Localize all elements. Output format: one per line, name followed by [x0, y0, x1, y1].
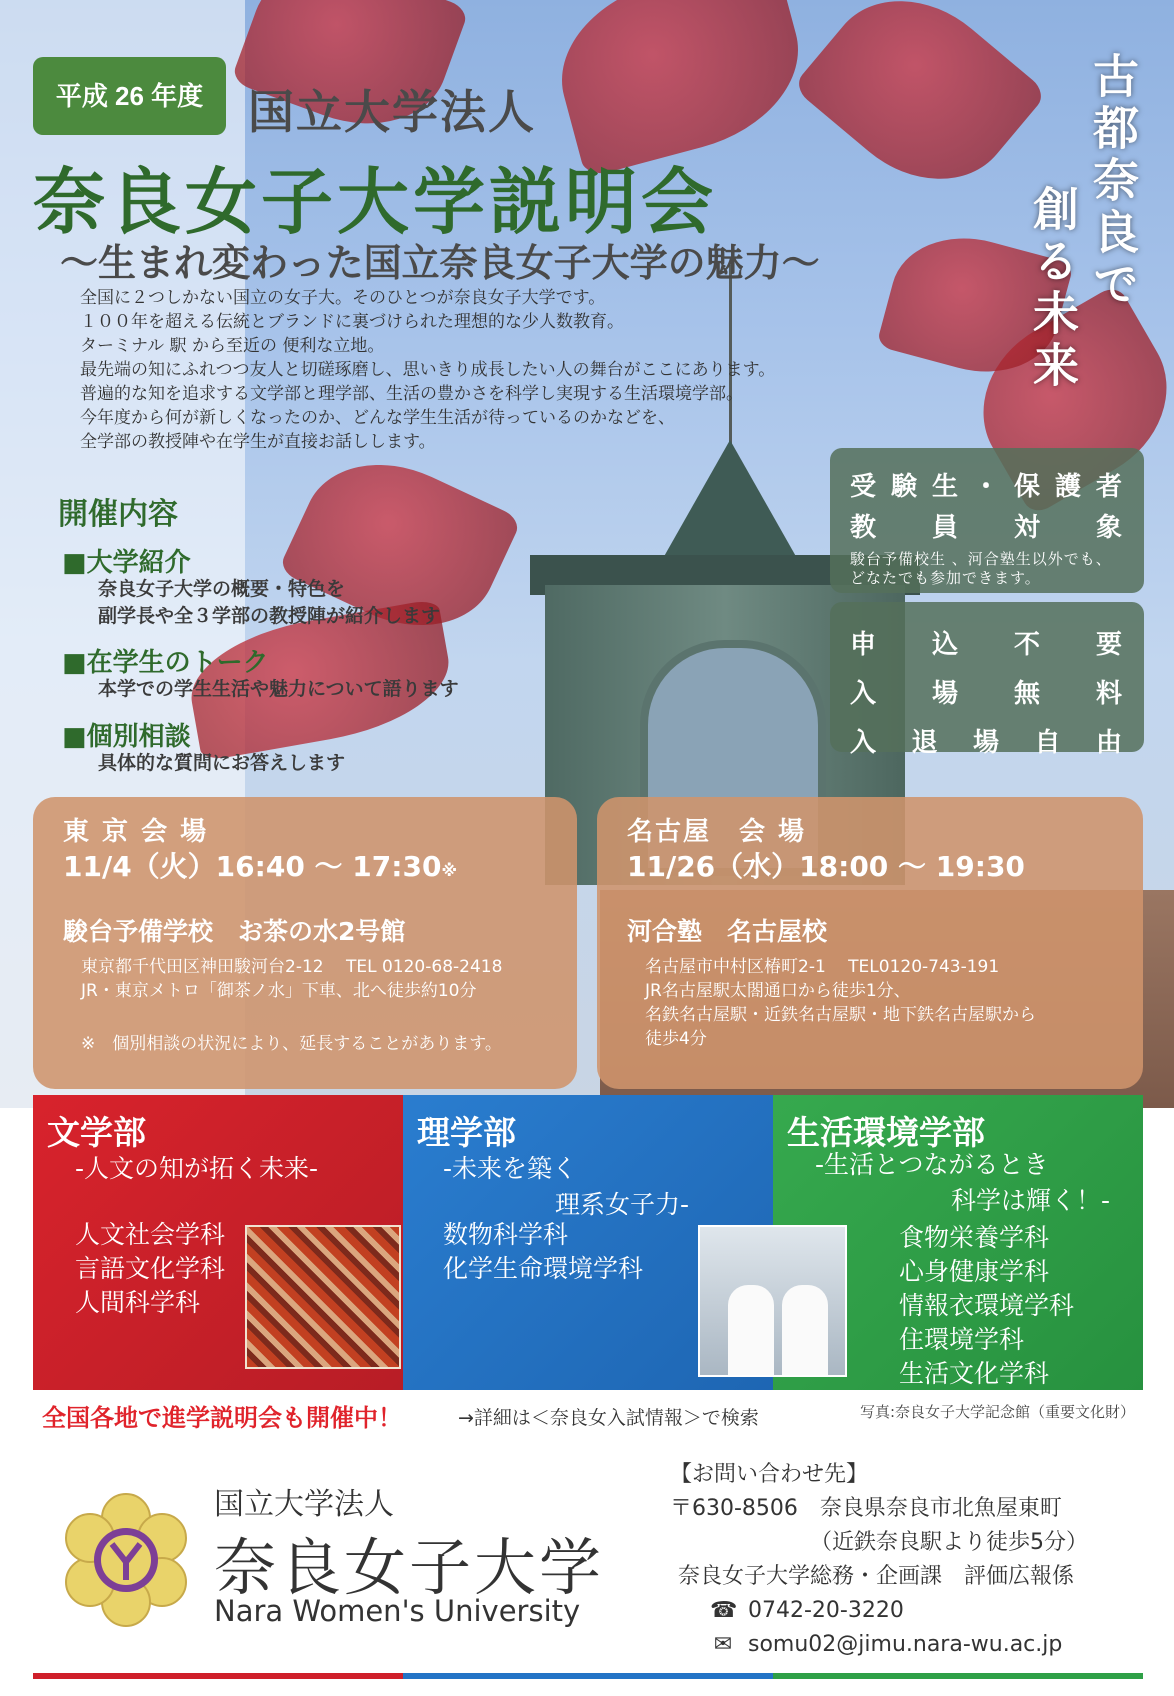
venue-heading: 名古屋 会 場 — [627, 817, 807, 847]
item-title: ■個別相談 — [62, 722, 191, 752]
department-item: 人文社会学科 — [75, 1220, 226, 1249]
faculty-name: 理学部 — [417, 1113, 516, 1152]
target-note: 駿台予備校生 、河合塾生以外でも、 — [850, 550, 1112, 568]
address-line: JR名古屋駅太閤通口から徒歩1分、 — [645, 981, 911, 1001]
page-subtitle: 〜生まれ変わった国立奈良女子大学の魅力〜 — [60, 241, 820, 285]
faculty-tagline: -未来を築く — [443, 1154, 578, 1183]
lab-students-photo — [698, 1225, 847, 1377]
faculty-name: 文学部 — [47, 1113, 146, 1152]
department-list — [443, 1218, 643, 1286]
slogan-column-2: 創る未来 — [1026, 185, 1080, 393]
year-badge: 平成 26 年度 — [33, 57, 226, 135]
phone-number: 0742-20-3220 — [748, 1598, 904, 1623]
page-title: 奈良女子大学説明会 — [33, 160, 718, 244]
target-line: 教員対象 — [850, 513, 1124, 543]
faculty-tagline: 理系女子力- — [555, 1190, 690, 1219]
university-name-en: Nara Women's University — [214, 1594, 581, 1628]
nationwide-notice: 全国各地で進学説明会も開催中！ — [42, 1404, 402, 1432]
email-address[interactable]: somu02@jimu.nara-wu.ac.jp — [748, 1632, 1063, 1657]
admission-line: 申込不要 — [850, 630, 1124, 660]
intro-line: 普遍的な知を追求する文学部と理学部、生活の豊かさを科学し実現する生活環境学部。 — [80, 384, 743, 404]
intro-line: 最先端の知にふれつつ友人と切磋琢磨し、思いきり成長したい人の舞台がここにあります。 — [80, 360, 776, 380]
university-org: 国立大学法人 — [214, 1487, 394, 1522]
photo-credit: 写真:奈良女子大学記念館（重要文化財） — [860, 1403, 1136, 1421]
department-item: 数物科学科 — [443, 1220, 569, 1249]
student-figure — [782, 1285, 828, 1375]
venue-name: 河合塾 名古屋校 — [627, 917, 828, 946]
item-desc-line: 副学長や全３学部の教授陣が紹介します — [98, 605, 441, 627]
address-line: 東京都千代田区神田駿河台2-12 TEL 0120-68-2418 — [81, 957, 503, 977]
phone-icon: ☎ — [710, 1598, 738, 1623]
search-hint: →詳細は＜奈良女入試情報＞で検索 — [458, 1407, 759, 1429]
admission-line: 入場無料 — [850, 679, 1124, 709]
bottom-bar-green — [773, 1673, 1143, 1679]
target-line: 受験生・保護者 — [850, 472, 1124, 502]
department-item: 住環境学科 — [899, 1325, 1025, 1354]
slogan-column-1: 古都奈良で — [1086, 52, 1140, 312]
student-figure — [728, 1285, 774, 1375]
address-line: JR・東京メトロ「御茶ノ水」下車、北へ徒歩約10分 — [81, 981, 477, 1001]
admission-line: 入退場自由 — [850, 728, 1124, 758]
note-mark: ※ — [441, 861, 457, 880]
admission-box — [830, 602, 1144, 758]
bottom-bar-red — [33, 1673, 403, 1679]
university-name: 奈良女子大学 — [214, 1531, 605, 1604]
faculty-tagline: -人文の知が拓く未来- — [75, 1154, 319, 1183]
venue-datetime — [63, 845, 457, 885]
department-item: 生活文化学科 — [899, 1359, 1050, 1388]
bottom-bar-blue — [403, 1673, 773, 1679]
datetime-text: 11/4（火）16:40 〜 17:30 — [63, 850, 442, 883]
content-heading: 開催内容 — [58, 497, 178, 532]
department-item: 情報衣環境学科 — [899, 1291, 1075, 1320]
department-item: 心身健康学科 — [899, 1257, 1050, 1286]
department-item: 化学生命環境学科 — [443, 1254, 644, 1283]
contact-access: （近鉄奈良駅より徒歩5分） — [810, 1530, 1088, 1555]
item-description — [98, 576, 440, 630]
intro-line: ターミナル 駅 から至近の 便利な立地。 — [80, 336, 385, 356]
contact-email[interactable] — [670, 1628, 1088, 1662]
university-seal-icon — [56, 1490, 196, 1630]
department-list — [899, 1221, 1074, 1391]
venue-heading: 東 京 会 場 — [63, 817, 209, 847]
venue-address — [645, 955, 1036, 1051]
item-title: ■在学生のトーク — [62, 648, 269, 678]
contact-info — [670, 1458, 1088, 1662]
historical-document-photo — [245, 1225, 401, 1369]
org-heading: 国立大学法人 — [248, 85, 536, 139]
faculty-tagline: -生活とつながるとき — [815, 1150, 1049, 1179]
intro-line: 今年度から何が新しくなったのか、どんな学生生活が待っているのかなどを、 — [80, 408, 675, 428]
contact-phone — [670, 1594, 1088, 1628]
target-note: どなたでも参加できます。 — [850, 569, 1041, 587]
department-item: 人間科学科 — [75, 1288, 201, 1317]
target-audience-box — [830, 448, 1144, 593]
venue-card-nagoya — [597, 797, 1143, 1089]
mail-icon: ✉ — [713, 1632, 733, 1657]
maple-leaf — [792, 0, 1048, 216]
venue-name: 駿台予備学校 お茶の水2号館 — [63, 917, 406, 946]
contact-heading: 【お問い合わせ先】 — [670, 1462, 869, 1487]
item-description: 本学での学生生活や魅力について語ります — [98, 678, 459, 700]
item-description: 具体的な質問にお答えします — [98, 752, 346, 774]
address-line: 名古屋市中村区椿町2-1 TEL0120-743-191 — [645, 957, 1000, 977]
department-list — [75, 1218, 225, 1320]
venue-note: ※ 個別相談の状況により、延長することがあります。 — [81, 1034, 502, 1054]
intro-line: 全学部の教授陣や在学生が直接お話しします。 — [80, 432, 436, 452]
intro-line: １００年を超える伝統とブランドに裏づけられた理想的な少人数教育。 — [80, 312, 624, 332]
venue-datetime: 11/26（水）18:00 〜 19:30 — [627, 850, 1025, 883]
item-desc-line: 奈良女子大学の概要・特色を — [98, 578, 346, 600]
item-title: ■大学紹介 — [62, 548, 191, 578]
address-line: 徒歩4分 — [645, 1029, 707, 1049]
venue-card-tokyo — [33, 797, 577, 1089]
contact-office: 奈良女子大学総務・企画課 評価広報係 — [678, 1564, 1075, 1589]
address-line: 名鉄名古屋駅・近鉄名古屋駅・地下鉄名古屋駅から — [645, 1005, 1036, 1025]
contact-address: 〒630-8506 奈良県奈良市北魚屋東町 — [670, 1496, 1062, 1521]
department-item: 言語文化学科 — [75, 1254, 226, 1283]
faculty-tagline: 科学は輝く！- — [951, 1186, 1111, 1215]
intro-text — [80, 286, 775, 454]
faculty-name: 生活環境学部 — [787, 1113, 985, 1152]
venue-address — [81, 955, 502, 1003]
department-item: 食物栄養学科 — [899, 1223, 1050, 1252]
intro-line: 全国に２つしかない国立の女子大。そのひとつが奈良女子大学です。 — [80, 288, 606, 308]
